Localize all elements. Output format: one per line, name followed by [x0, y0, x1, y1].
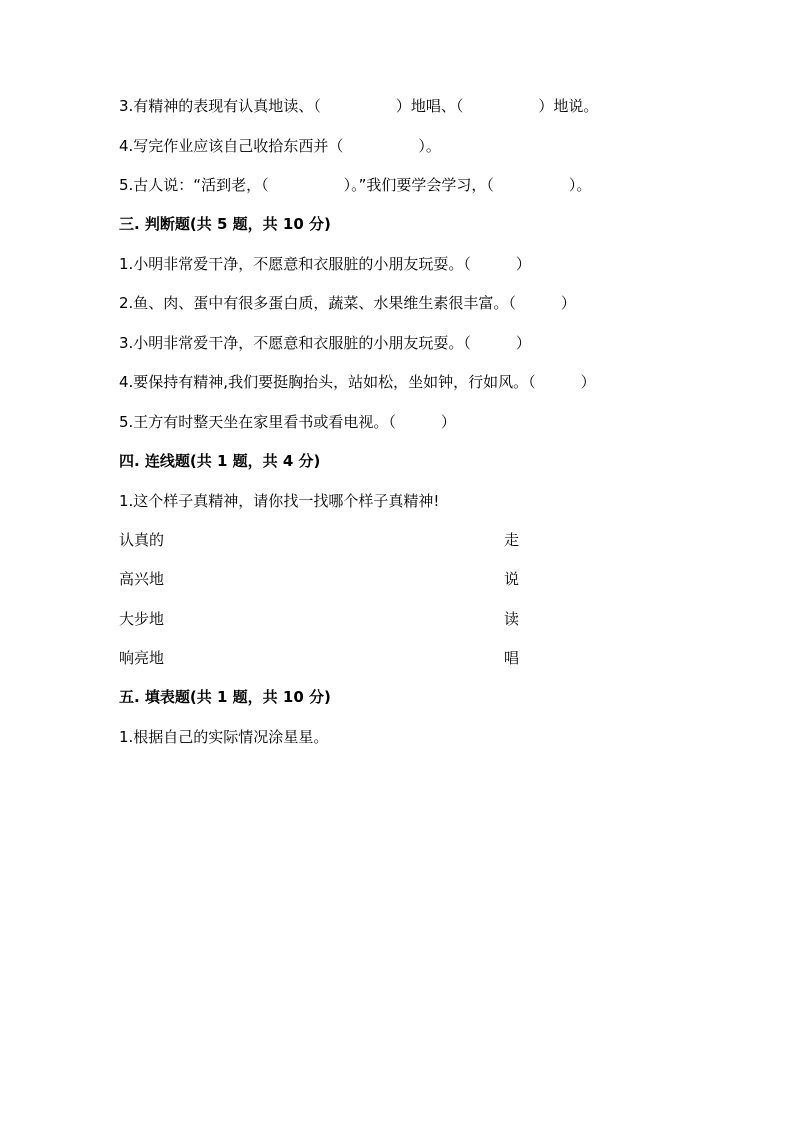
match-right-item: 走 [504, 531, 520, 549]
match-right-item: 说 [504, 570, 520, 588]
match-left-item: 认真的 [119, 531, 165, 549]
section4-heading: 四. 连线题(共 1 题，共 4 分) [119, 452, 321, 470]
match-left-item: 大步地 [119, 610, 165, 628]
section3-heading: 三. 判断题(共 5 题，共 10 分) [119, 215, 331, 233]
judge-question-5: 5.王方有时整天坐在家里看书或看电视。（ ） [119, 413, 456, 431]
fill-question-5: 5.古人说：“活到老，（ ）。”我们要学会学习，（ ）。 [119, 176, 592, 194]
match-right-item: 读 [504, 610, 520, 628]
section5-heading: 五. 填表题(共 1 题，共 10 分) [119, 688, 331, 706]
matching-question-1: 1.这个样子真精神，请你找一找哪个样子真精神! [119, 492, 440, 510]
fill-question-4: 4.写完作业应该自己收拾东西并（ ）。 [119, 137, 441, 155]
match-left-item: 高兴地 [119, 570, 165, 588]
judge-question-4: 4.要保持有精神,我们要挺胸抬头，站如松，坐如钟，行如风。（ ） [119, 373, 596, 391]
fill-question-3: 3.有精神的表现有认真地读、（ ）地唱、（ ）地说。 [119, 97, 599, 115]
match-left-item: 响亮地 [119, 649, 165, 667]
judge-question-3: 3.小明非常爱干净，不愿意和衣服脏的小朋友玩耍。（ ） [119, 334, 531, 352]
table-question-1: 1.根据自己的实际情况涂星星。 [119, 728, 329, 746]
judge-question-2: 2.鱼、肉、蛋中有很多蛋白质，蔬菜、水果维生素很丰富。（ ） [119, 294, 576, 312]
judge-question-1: 1.小明非常爱干净，不愿意和衣服脏的小朋友玩耍。（ ） [119, 255, 531, 273]
match-right-item: 唱 [504, 649, 520, 667]
